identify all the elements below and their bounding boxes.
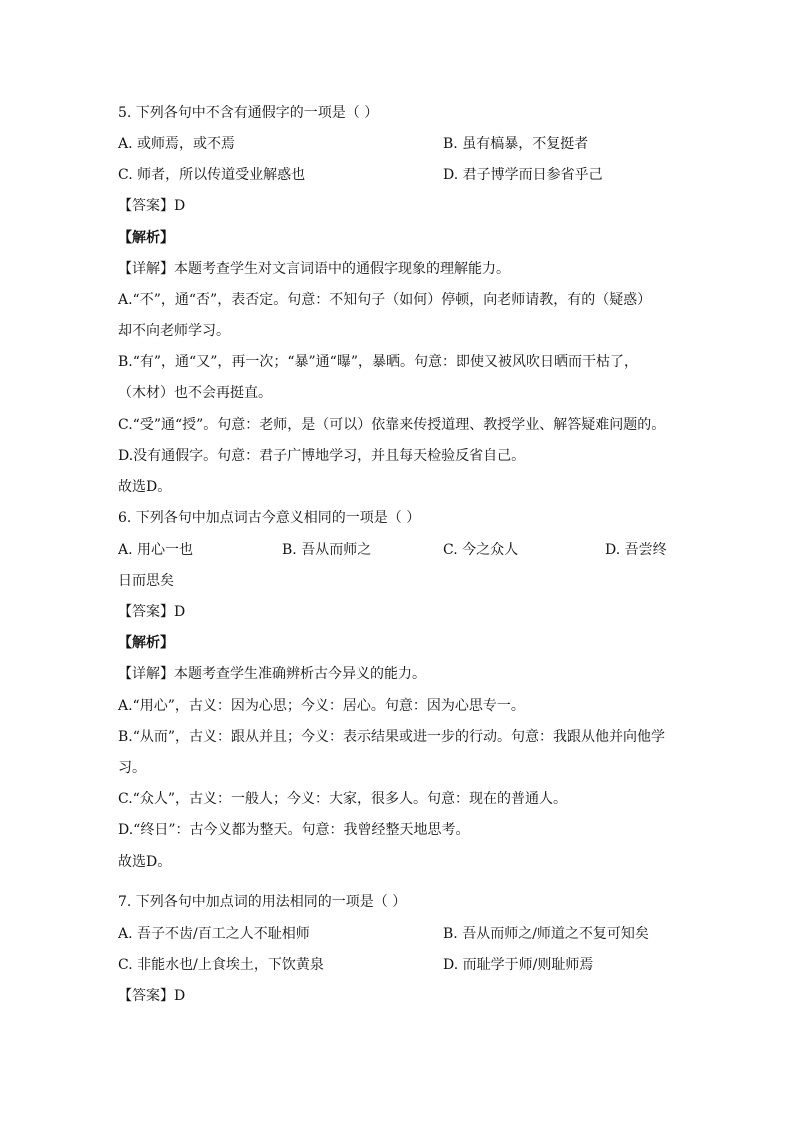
q6-option-d: D. 吾尝终 — [605, 542, 667, 558]
q5-detail: 【详解】本题考查学生对文言词语中的通假字现象的理解能力。 — [118, 261, 510, 277]
q6-analysis-label: 【解析】 — [118, 635, 174, 651]
q7-option-d: D. 而耻学于师/则耻师焉 — [443, 957, 594, 973]
q6-question: 6. 下列各句中加点词古今意义相同的一项是（ ） — [118, 510, 421, 526]
q6-explanation-line: C.“众人”，古义：一般人；今义：大家，很多人。句意：现在的普通人。 — [118, 791, 567, 807]
q5-option-d: D. 君子博学而日参省乎己 — [443, 167, 603, 183]
q5-answer: 【答案】D — [118, 198, 186, 214]
q6-explanation-line: A.“用心”，古义：因为心思；今义：居心。句意：因为心思专一。 — [118, 698, 525, 714]
q6-option-c: C. 今之众人 — [443, 542, 519, 558]
q6-option-b: B. 吾从而师之 — [282, 542, 372, 558]
q5-question: 5. 下列各句中不含有通假字的一项是（ ） — [118, 105, 379, 121]
q7-answer: 【答案】D — [118, 988, 186, 1004]
q5-option-a: A. 或师焉，或不焉 — [118, 136, 236, 152]
q5-conclusion: 故选D。 — [118, 479, 172, 495]
q6-conclusion: 故选D。 — [118, 854, 172, 870]
q5-explanation-line: C.“受”通“授”。句意：老师，是（可以）依靠来传授道理、教授学业、解答疑难问题的。 — [118, 417, 666, 433]
q6-detail: 【详解】本题考查学生准确辨析古今异义的能力。 — [118, 666, 426, 682]
q6-explanation-line: B.“从而”，古义：跟从并且；今义：表示结果或进一步的行动。句意：我跟从他并向他学 — [118, 729, 666, 745]
q5-analysis-label: 【解析】 — [118, 230, 174, 246]
q6-explanation-line: D.“终日”：古今义都为整天。句意：我曾经整天地思考。 — [118, 822, 470, 838]
q7-option-c: C. 非能水也/上食埃土，下饮黄泉 — [118, 957, 324, 973]
q5-explanation-line: A.“不”，通“否”，表否定。句意：不知句子（如何）停顿，向老师请教，有的（疑惑） — [118, 292, 652, 308]
q5-explanation-line: B.“有”，通“又”，再一次；“暴”通“曝”，暴晒。句意：即使又被风吹日晒而干枯了， — [118, 354, 638, 370]
q6-answer: 【答案】D — [118, 604, 186, 620]
q5-option-c: C. 师者，所以传道受业解惑也 — [118, 167, 306, 183]
q5-explanation-line: 却不向老师学习。 — [118, 323, 230, 339]
q5-explanation-line: （木材）也不会再挺直。 — [118, 385, 272, 401]
q6-option-a: A. 用心一也 — [118, 542, 194, 558]
q6-option-d-continued: 日而思矣 — [118, 573, 174, 589]
q7-option-b: B. 吾从而师之/师道之不复可知矣 — [443, 926, 649, 942]
q7-question: 7. 下列各句中加点词的用法相同的一项是（ ） — [118, 894, 407, 910]
q6-explanation-line: 习。 — [118, 760, 146, 776]
q7-option-a: A. 吾子不齿/百工之人不耻相师 — [118, 926, 310, 942]
q5-explanation-line: D.没有通假字。句意：君子广博地学习，并且每天检验反省自己。 — [118, 448, 526, 464]
q5-option-b: B. 虽有槁暴，不复挺者 — [443, 136, 589, 152]
